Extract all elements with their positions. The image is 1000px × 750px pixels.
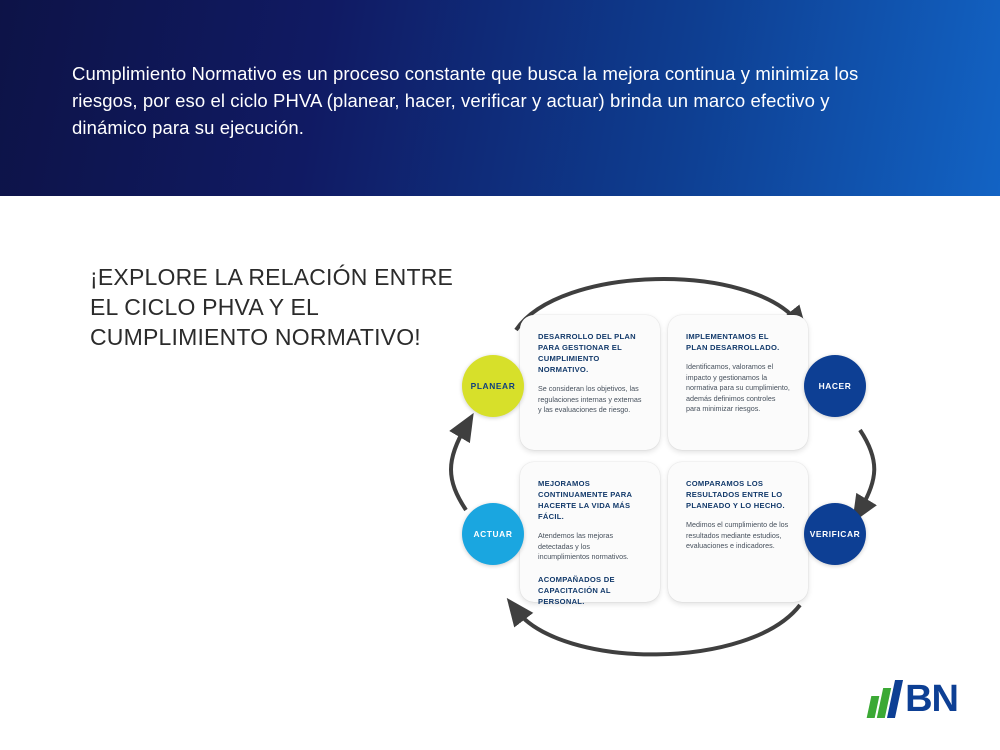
page-title: ¡EXPLORE LA RELACIÓN ENTRE EL CICLO PHVA Y EL CUMPLIMIENTO NORMATIVO! — [90, 264, 454, 350]
card-verificar-body: Medimos el cumplimiento de los resultados mediante estudios, evaluaciones e indicadores. — [686, 520, 789, 550]
bn-logo-text: BN — [905, 678, 958, 720]
card-actuar-body: Atendemos las mejoras detectadas y los incumplimientos normativos. — [538, 531, 629, 561]
card-actuar — [520, 462, 660, 606]
header-paragraph: Cumplimiento Normativo es un proceso constante que busca la mejora continua y minimiza los riesgos, por eso el ciclo PHVA (planear, hacer, verificar y actuar) brinda un marco efectivo y dinámico para su ejecución. — [72, 63, 859, 138]
bn-logo — [869, 676, 958, 718]
phva-node-actuar[interactable]: ACTUAR — [462, 503, 524, 565]
card-verificar — [668, 462, 808, 602]
card-planear-body: Se consideran los objetivos, las regulaciones internas y externas y las evaluaciones de riesgo. — [538, 384, 642, 414]
phva-node-verificar[interactable]: VERIFICAR — [804, 503, 866, 565]
card-hacer-body: Identificamos, valoramos el impacto y gestionamos la normativa para su cumplimiento, además definimos controles para minimizar riesgos. — [686, 362, 790, 413]
card-hacer — [668, 315, 808, 450]
card-hacer-title: IMPLEMENTAMOS EL PLAN DESARROLLADO. — [686, 332, 780, 352]
card-actuar-title-secondary: ACOMPAÑADOS DE CAPACITACIÓN AL PERSONAL. — [538, 574, 615, 606]
phva-node-planear[interactable]: PLANEAR — [462, 355, 524, 417]
bn-logo-mark-icon — [869, 680, 903, 718]
card-planear — [520, 315, 660, 450]
logo-bar-3 — [887, 680, 903, 718]
phva-node-hacer[interactable]: HACER — [804, 355, 866, 417]
card-planear-title: DESARROLLO DEL PLAN PARA GESTIONAR EL CUMPLIMIENTO NORMATIVO. — [538, 332, 636, 374]
phva-cycle-diagram — [420, 230, 920, 700]
header-banner — [0, 0, 1000, 196]
card-verificar-title: COMPARAMOS LOS RESULTADOS ENTRE LO PLANEADO Y LO HECHO. — [686, 479, 785, 510]
card-actuar-title: MEJORAMOS CONTINUAMENTE PARA HACERTE LA VIDA MÁS FÁCIL. — [538, 479, 632, 521]
